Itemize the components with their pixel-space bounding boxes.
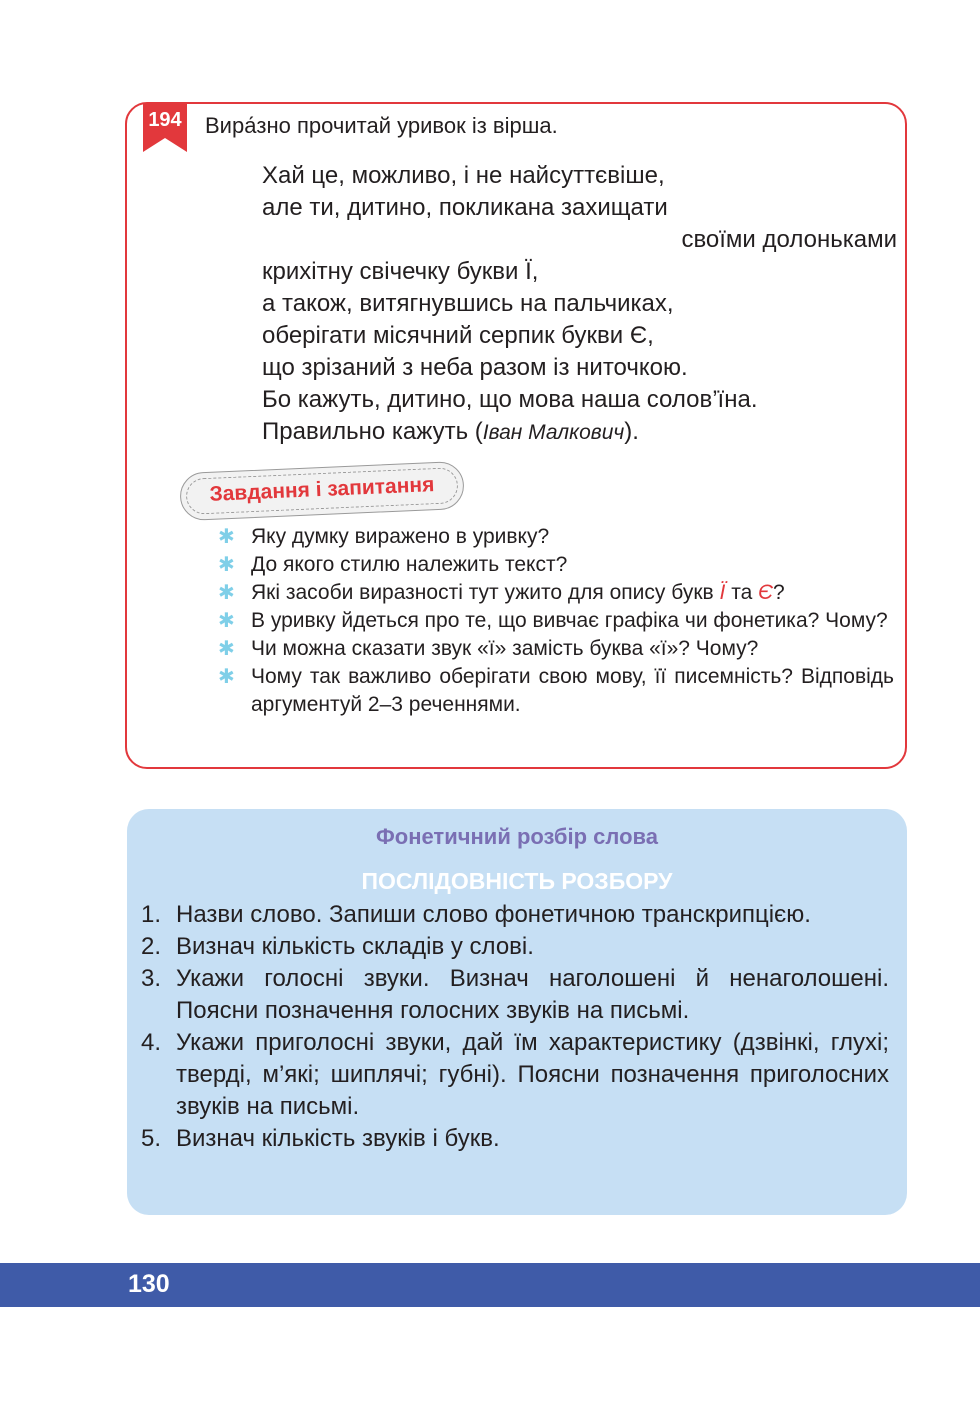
- question-item: ✱ Чому так важливо оберігати свою мову, її писемність? Відповідь аргументуй 2–3 реченнями.: [218, 665, 894, 716]
- poem-line: але ти, дитино, покликана захищати: [262, 194, 668, 221]
- letter-ie-highlight: Є: [758, 581, 773, 604]
- question-item: ✱ До якого стилю належить текст?: [218, 551, 894, 579]
- question-item: ✱ Чи можна сказати звук «ї» замість буква «ї»? Чому?: [218, 635, 894, 663]
- step-item: 3. Укажи голосні звуки. Визнач наголошені й ненаголошені. Поясни позначення голосних звуків на письмі.: [141, 965, 889, 1024]
- poem-line-end: ).: [624, 418, 639, 445]
- question-item: ✱ Яку думку виражено в уривку?: [218, 523, 894, 551]
- exercise-instruction: Вира́зно прочитай уривок із вірша.: [205, 113, 558, 138]
- poem-line: своїми долоньками: [681, 226, 897, 253]
- step-number: 3.: [141, 965, 162, 992]
- step-item: 4. Укажи приголосні звуки, дай їм характеристику (дзвінкі, глухі; тверді, м’які; шиплячі; губні). Поясни позначення приголосних звуків на письмі.: [141, 1029, 889, 1120]
- question-item: ✱ Які засоби виразності тут ужито для опису букв Ї та Є?: [218, 579, 894, 607]
- poem-author: Іван Малкович: [482, 421, 625, 444]
- poem-line: крихітну свічечку букви Ї,: [262, 258, 539, 285]
- asterisk-bullet-icon: ✱: [218, 666, 235, 688]
- page-number: 130: [128, 1270, 170, 1298]
- step-item: 5. Визнач кількість звуків і букв.: [141, 1123, 889, 1155]
- asterisk-bullet-icon: ✱: [218, 582, 235, 604]
- asterisk-bullet-icon: ✱: [218, 554, 235, 576]
- step-item: 2. Визнач кількість складів у слові.: [141, 931, 889, 963]
- poem-line: що зрізаний з неба разом із ниточкою.: [262, 354, 688, 381]
- step-number: 2.: [141, 933, 162, 960]
- info-subtitle: ПОСЛІДОВНІСТЬ РОЗБОРУ: [361, 868, 673, 894]
- questions-list: [218, 523, 894, 719]
- asterisk-bullet-icon: ✱: [218, 638, 235, 660]
- poem-line: а також, витягнувшись на пальчиках,: [262, 290, 674, 317]
- poem-line: оберігати місячний серпик букви Є,: [262, 322, 654, 349]
- asterisk-bullet-icon: ✱: [218, 610, 235, 632]
- question-item: ✱ В уривку йдеться про те, що вивчає графіка чи фонетика? Чому?: [218, 607, 894, 635]
- step-item: 1. Назви слово. Запиши слово фонетичною транскрипцією.: [141, 899, 889, 931]
- exercise-number-badge: [143, 104, 187, 152]
- asterisk-bullet-icon: ✱: [218, 526, 235, 548]
- tasks-header-label: Завдання і запитання: [209, 473, 435, 506]
- poem-line-last: [262, 416, 897, 448]
- exercise-number: 194: [148, 109, 182, 131]
- poem: [262, 160, 897, 448]
- letter-i-highlight: Ї: [719, 581, 726, 604]
- step-number: 1.: [141, 901, 162, 928]
- poem-line: Бо кажуть, дитино, що мова наша солов’їна.: [262, 386, 758, 413]
- poem-line: Хай це, можливо, і не найсуттєвіше,: [262, 162, 665, 189]
- step-number: 4.: [141, 1029, 162, 1056]
- steps-list: [141, 899, 889, 1155]
- step-number: 5.: [141, 1125, 162, 1152]
- info-title: Фонетичний розбір слова: [375, 824, 659, 849]
- poem-line-text: Правильно кажуть (: [262, 418, 483, 445]
